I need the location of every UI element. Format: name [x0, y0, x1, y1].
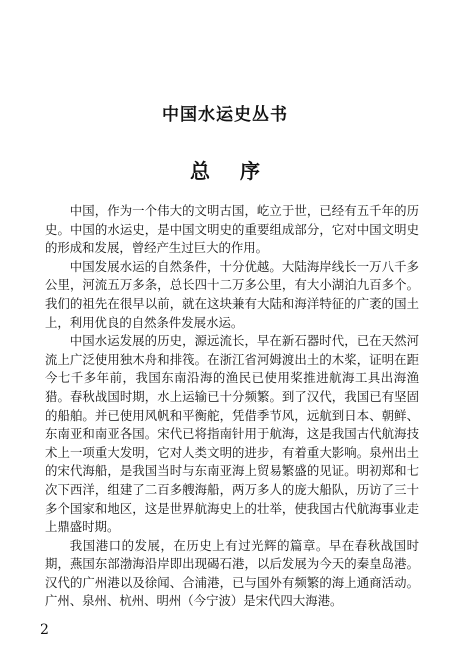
paragraph: 中国发展水运的自然条件，十分优越。大陆海岸线长一万八千多公里，河流五万多条，总长四十二万多公里，有大小湖泊九百多个。我们的祖先在很早以前，就在这块兼有大陆和海洋特征的广袤的国土上，利用优良的自然条件发展水运。: [45, 258, 419, 330]
series-title: 中国水运史丛书: [162, 105, 288, 125]
page-number: 2: [40, 622, 49, 638]
paragraph: 中国水运发展的历史，源远流长，早在新石器时代，已在天然河流上广泛使用独木舟和排筏。在浙江省河姆渡出土的木桨，证明在距今七千多年前，我国东南沿海的渔民已使用桨推进航海工具出海渔猎。春秋战国时期，水上运输已十分频繁。到了汉代，我国已有坚固的船舶。并已使用风帆和平衡舵，凭借季节风，远航到日本、朝鲜、东南亚和南亚各国。宋代已将指南针用于航海，这是我国古代航海技术上一项重大发明，它对人类文明的进步，有着重大影响。泉州出土的宋代海船，是我国当时与东南亚海上贸易繁盛的见证。明初郑和七次下西洋，组建了二百多艘海船，两万多人的庞大船队，历访了三十多个国家和地区，这是世界航海史上的壮举，使我国古代航海事业走上鼎盛时期。: [45, 333, 419, 535]
paragraph: 中国，作为一个伟大的文明古国，屹立于世，已经有五千年的历史。中国的水运史，是中国文明史的重要组成部分，它对中国文明史的形成和发展，曾经产生过巨大的作用。: [45, 203, 419, 256]
paragraph: 我国港口的发展，在历史上有过光辉的篇章。早在春秋战国时期，燕国东部渤海沿岸即出现碣石港，以后发展为今天的秦皇岛港。汉代的广州港以及徐闻、合浦港，已与国外有频繁的海上通商活动。广州、泉州、杭州、明州（今宁波）是宋代四大海港。: [45, 537, 419, 609]
body-text: [45, 202, 419, 611]
preface-title: 总序: [190, 159, 290, 183]
